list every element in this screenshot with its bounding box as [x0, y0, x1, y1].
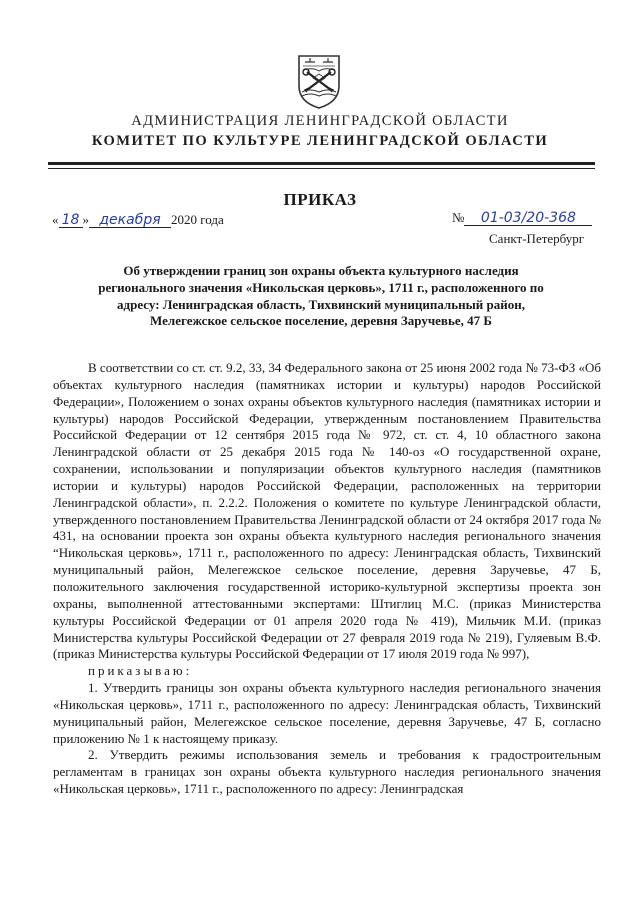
- body-paragraph-preamble: В соответствии со ст. ст. 9.2, 33, 34 Федерального закона от 25 июня 2002 года № 73-ФЗ «Об объектах культурного наследия (памятниках истории и культуры) народов Российской Федерации», Положением о зонах охраны объектов культурного наследия (памятниках истории и культуры) народов Российской Федерации, утвержденным постановлением Правительства Российской Федерации от 12 сентября 2015 года № 972, ст. ст. 4, 10 областного закона Ленинградской области от 25 декабря 2015 года № 140-оз «О государственной охране, сохранении, использовании и популяризации объектов культурного наследия (памятников истории и культуры) народов Российской Федерации, расположенных на территории Ленинградской области», п. 2.2.2. Положения о комитете по культуре Ленинградской области, утвержденного постановлением Правительства Ленинградской области от 24 октября 2017 года № 431, на основании проекта зон охраны объекта культурного наследия регионального значения “Никольская церковь», 1711 г., расположенного по адресу: Ленинградская область, Тихвинский муниципальный район, Мелегежское сельское поселение, деревня Заручевье, 47 Б, положительного заключения государственной историко-культурной экспертизы проекта зон охраны, выполненной аттестованными экспертами: Штиглиц М.С. (приказ Министерства культуры Российской Федерации от 01 апреля 2020 года № 419), Мильчик М.И. (приказ Министерства культуры Российской Федерации от 27 февраля 2019 года № 219), Гуляевым В.Ф. (приказ Министерства культуры Российской Федерации от 17 июля 2019 года № 997),: [53, 360, 601, 662]
- date-day: 18: [61, 212, 80, 228]
- number-field: [464, 211, 592, 226]
- body-paragraph-item-1: 1. Утвердить границы зон охраны объекта культурного наследия регионального значения «Никольская церковь», 1711 г., расположенного по адресу: Ленинградская область, Тихвинский муниципальный район, Мелегежское сельское поселение, деревня Заручевье, 47 Б, согласно приложению № 1 к настоящему приказу.: [53, 680, 601, 746]
- date-month: декабря: [99, 212, 161, 228]
- date-open-quote: «: [52, 212, 59, 227]
- header-divider-thick: [48, 162, 595, 165]
- organization-name: АДМИНИСТРАЦИЯ ЛЕНИНГРАДСКОЙ ОБЛАСТИ: [131, 113, 509, 129]
- leningrad-oblast-coat-of-arms-icon: [293, 52, 345, 110]
- committee-name: КОМИТЕТ ПО КУЛЬТУРЕ ЛЕНИНГРАДСКОЙ ОБЛАСТИ: [91, 133, 549, 149]
- document-city: Санкт-Петербург: [489, 231, 585, 246]
- date-day-field: [59, 213, 83, 228]
- number-prefix: №: [452, 210, 465, 225]
- date-month-field: [89, 213, 171, 228]
- document-body: [53, 360, 601, 798]
- document-number: [452, 210, 592, 226]
- date-close-quote: »: [82, 212, 89, 227]
- date-year: 2020 года: [171, 212, 224, 227]
- body-paragraph-order: приказываю:: [88, 663, 193, 679]
- document-type-title: ПРИКАЗ: [283, 190, 357, 209]
- document-subject: Об утверждении границ зон охраны объекта культурного наследия регионального значения «Никольская церковь», 1711 г., расположенного по адресу: Ленинградская область, Тихвинский муниципальный район, Мелегежское сельское поселение, деревня Заручевье, 47 Б: [98, 263, 544, 329]
- number-value: 01-03/20-368: [480, 210, 576, 226]
- document-date: [52, 212, 224, 228]
- body-paragraph-item-2: 2. Утвердить режимы использования земель и требования к градостроительным регламентам в границах зон охраны объекта культурного наследия регионального значения «Никольская церковь», 1711 г., расположенного по адресу: Ленинградская: [53, 747, 601, 797]
- header-divider-thin: [48, 168, 595, 169]
